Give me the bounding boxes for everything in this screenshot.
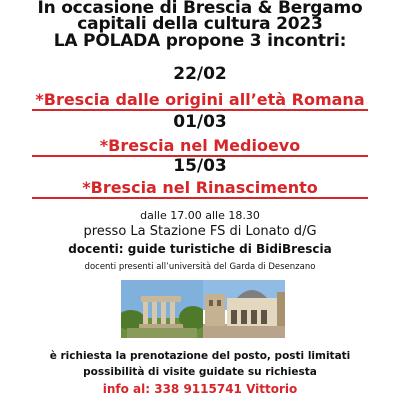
piazza-loggia-illustration	[203, 280, 285, 338]
roman-ruins-photo	[121, 280, 203, 338]
event-guides: docenti: guide turistiche di BidiBrescia	[68, 242, 332, 256]
event-date-3: 15/03	[173, 156, 227, 176]
header-line-3: LA POLADA propone 3 incontri:	[53, 31, 347, 51]
event-place: presso La Stazione FS di Lonato d/G	[83, 224, 317, 239]
event-time: dalle 17.00 alle 18.30	[140, 209, 260, 222]
event-topic-3: *Brescia nel Rinascimento	[82, 178, 318, 197]
header-line-1: In occasione di Brescia & Bergamo	[37, 0, 363, 18]
event-teachers: docenti presenti all’università del Garda di Desenzano	[84, 262, 316, 272]
event-topic-1: *Brescia dalle origini all’età Romana	[35, 90, 365, 109]
header-line-2: capitali della cultura 2023	[77, 14, 323, 34]
divider-3	[32, 197, 368, 199]
contact-info: info al: 338 9115741 Vittorio	[102, 382, 298, 396]
roman-ruins-illustration	[121, 280, 203, 338]
event-date-1: 22/02	[173, 64, 227, 84]
booking-note: è richiesta la prenotazione del posto, posti limitati	[49, 350, 351, 362]
piazza-loggia-photo	[203, 280, 285, 338]
event-date-2: 01/03	[173, 112, 227, 132]
event-topic-2: *Brescia nel Medioevo	[99, 136, 301, 155]
visits-note: possibilità di visite guidate su richiesta	[83, 366, 317, 378]
divider-1	[32, 109, 368, 111]
